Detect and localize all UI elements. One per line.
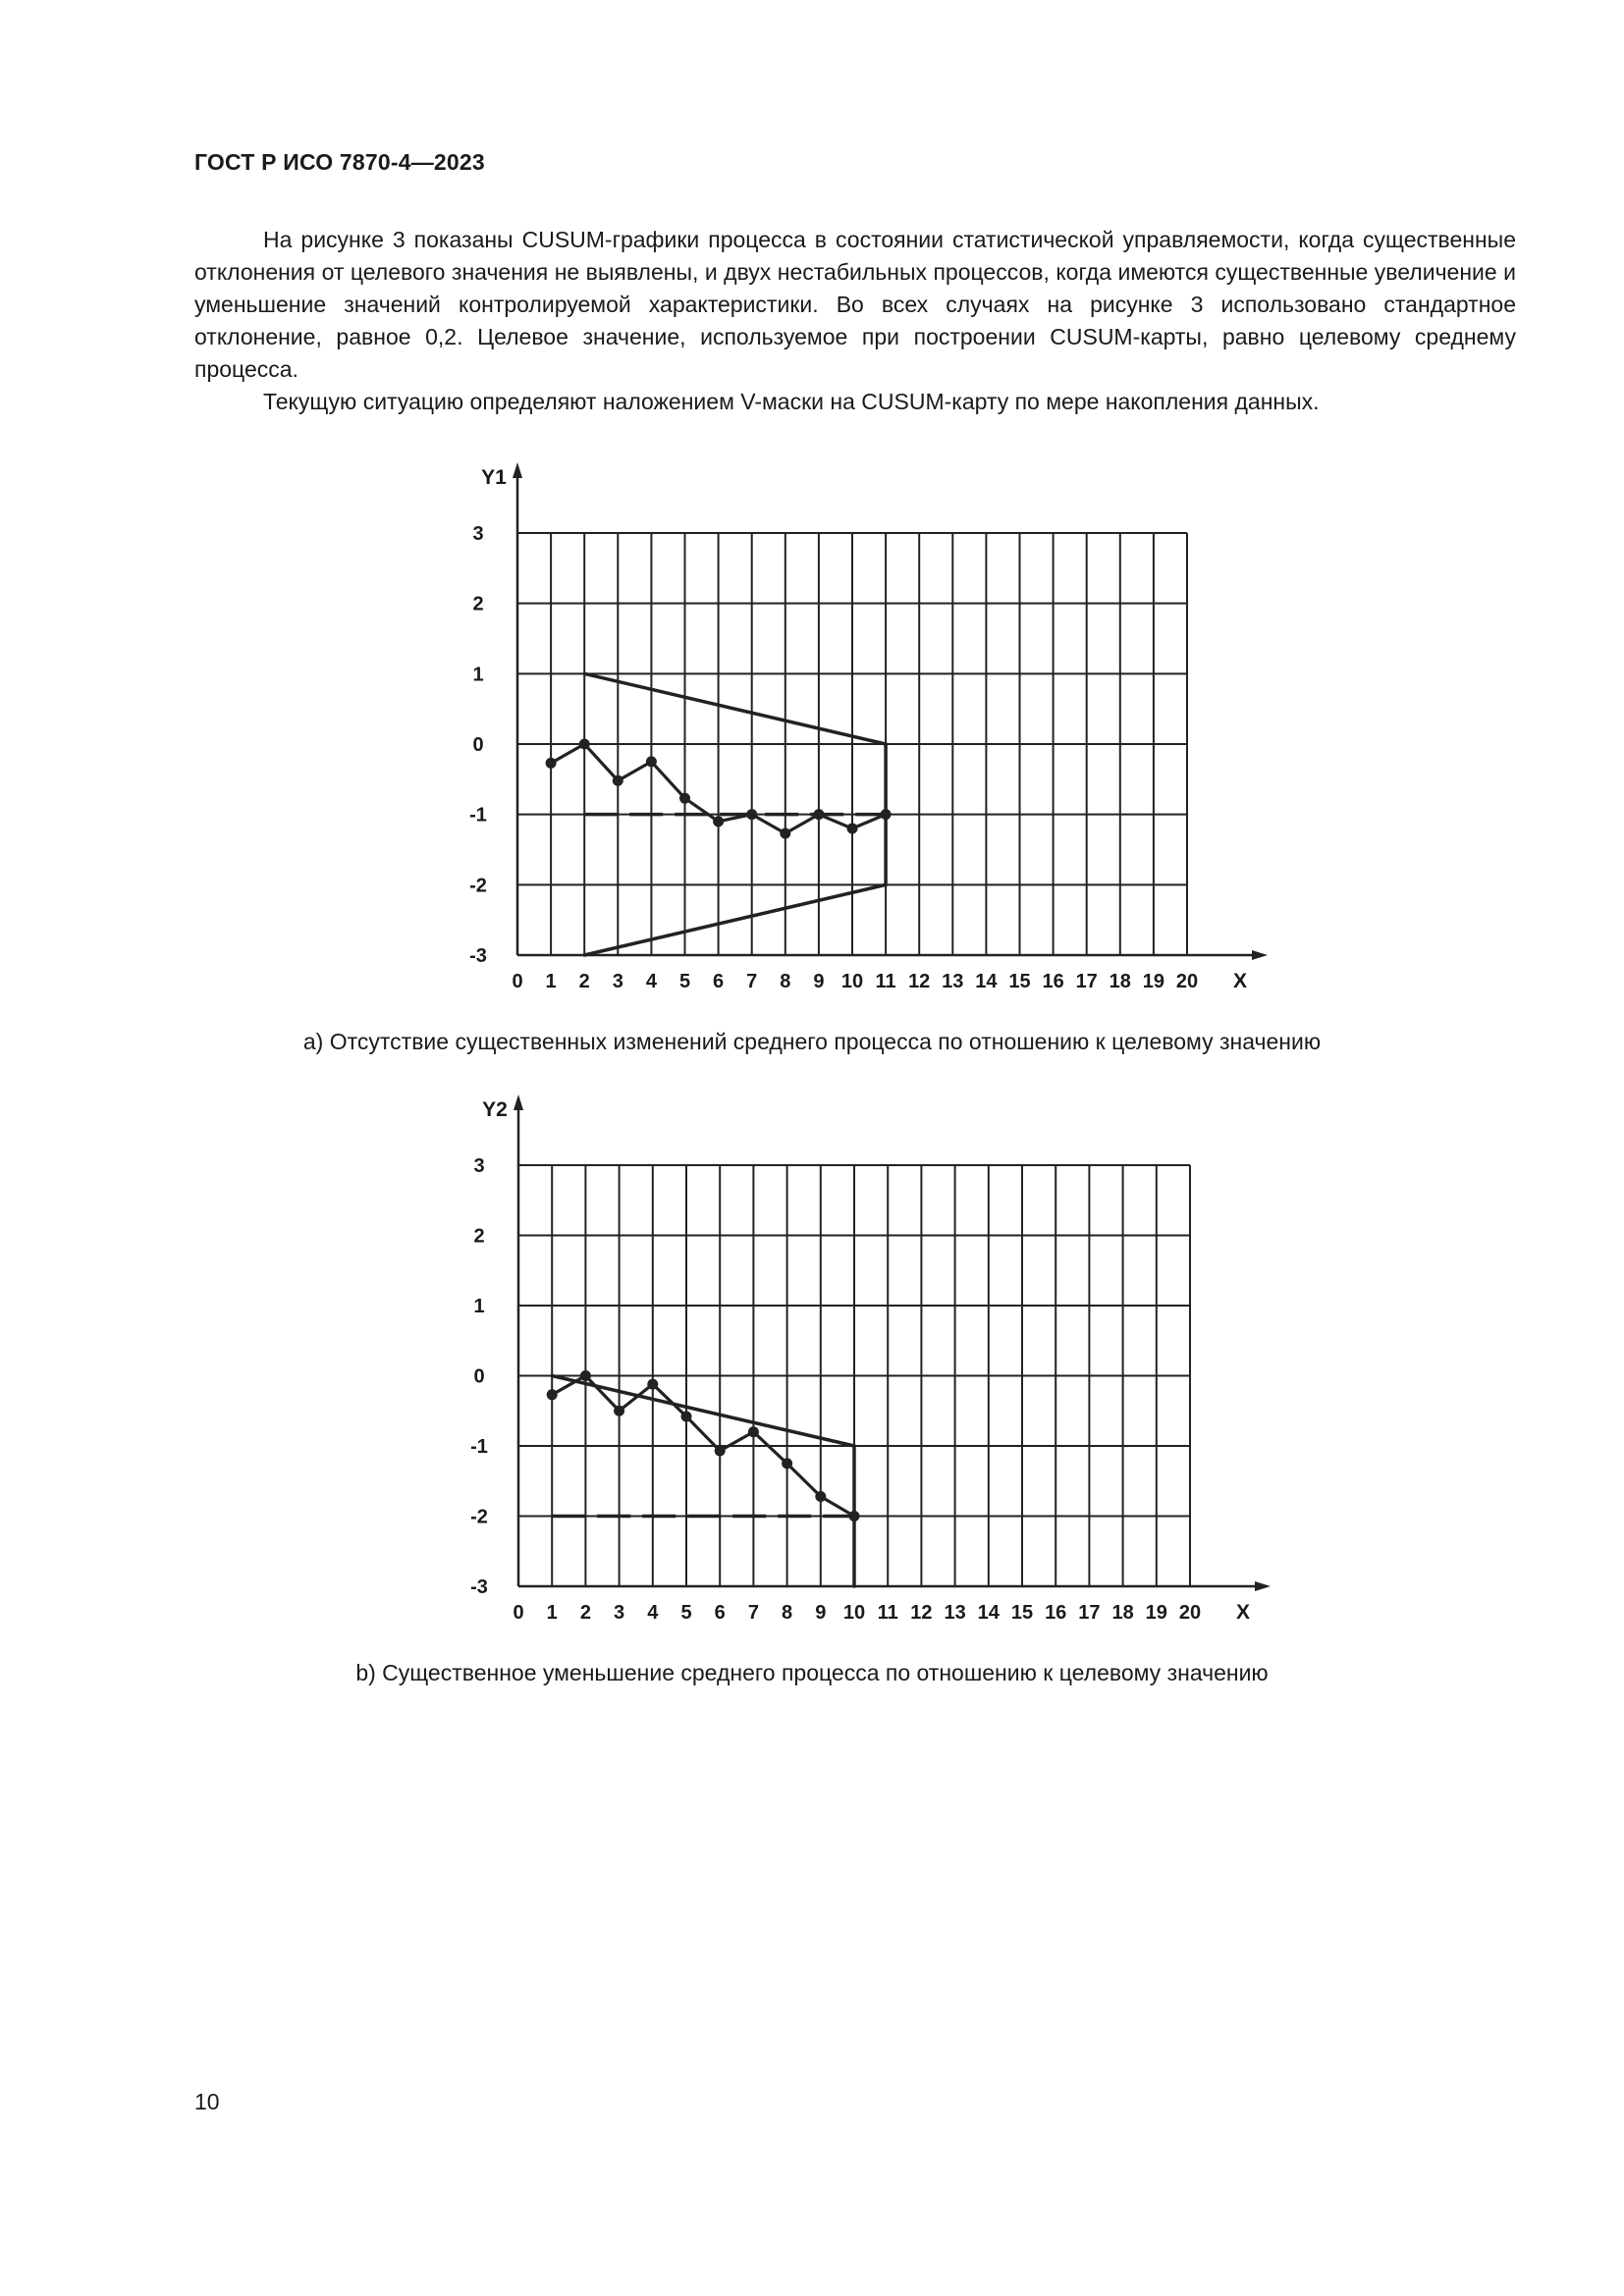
cusum-data-point — [646, 756, 657, 767]
cusum-chart-b — [470, 1095, 1271, 1624]
y-axis-arrow — [514, 1095, 523, 1110]
x-tick-label: 8 — [780, 971, 791, 992]
cusum-data-point — [748, 1426, 759, 1437]
x-tick-label: 5 — [678, 971, 691, 992]
y-axis-arrow — [513, 462, 522, 478]
v-mask-upper-arm — [584, 673, 886, 744]
x-tick-label: 17 — [1075, 971, 1098, 992]
x-tick-label: 6 — [714, 1602, 726, 1624]
y-tick-label: 2 — [472, 593, 484, 615]
x-tick-label: 13 — [942, 971, 964, 992]
x-axis-label: X — [1235, 1601, 1251, 1624]
x-tick-label: 11 — [877, 1602, 898, 1624]
paragraph: На рисунке 3 показаны CUSUM-графики процесса в состоянии статистической управляемости, когда существенные отклонения от целевого значения не выявлены, и двух нестабильных процессов, когда имеются существенные увеличение и уменьшение значений контролируемой характеристики. Во всех случаях на рисунке 3 использовано стандартное отклонение, равное 0,2. Целевое значение, используемое при построении CUSUM-карты, равно целевому среднему процесса. — [194, 227, 1516, 382]
cusum-data-point — [849, 1511, 860, 1522]
y-axis-label: Y2 — [482, 1098, 508, 1121]
cusum-data-point — [715, 1446, 726, 1457]
cusum-data-point — [746, 809, 757, 820]
x-tick-label: 3 — [614, 1602, 625, 1624]
y-axis-label: Y1 — [481, 466, 507, 489]
x-axis-arrow — [1252, 950, 1268, 960]
cusum-data-point — [847, 824, 858, 834]
cusum-data-point — [881, 809, 892, 820]
cusum-data-point — [647, 1379, 658, 1390]
cusum-data-point — [713, 816, 724, 827]
y-tick-label: -3 — [469, 945, 487, 967]
x-tick-label: 15 — [1010, 1602, 1034, 1624]
x-tick-label: 7 — [747, 1602, 759, 1624]
y-tick-label: 3 — [472, 523, 484, 545]
x-tick-label: 1 — [545, 971, 557, 992]
y-tick-label: -2 — [469, 875, 487, 897]
x-tick-label: 1 — [546, 1602, 558, 1624]
cusum-chart-a — [469, 462, 1268, 992]
x-tick-label: 19 — [1145, 1602, 1167, 1624]
figure-caption-a: а) Отсутствие существенных изменений среднего процесса по отношению к целевому значению — [302, 1029, 1322, 1054]
cusum-data-point — [613, 775, 623, 786]
x-tick-label: 18 — [1109, 971, 1131, 992]
x-tick-label: 12 — [910, 1602, 933, 1624]
document-header: ГОСТ Р ИСО 7870-4—2023 — [194, 149, 485, 175]
y-tick-label: -2 — [470, 1506, 488, 1528]
y-tick-label: 1 — [472, 664, 484, 686]
figure-caption-b: b) Существенное уменьшение среднего процесса по отношению к целевому значению — [355, 1660, 1269, 1685]
x-tick-label: 10 — [840, 971, 864, 992]
page-number: 10 — [194, 2089, 220, 2114]
cusum-data-point — [614, 1406, 624, 1416]
x-tick-label: 16 — [1042, 971, 1064, 992]
x-tick-label: 20 — [1175, 971, 1199, 992]
cusum-data-point — [580, 1370, 591, 1381]
cusum-data-point — [579, 739, 590, 750]
x-tick-label: 13 — [944, 1602, 966, 1624]
x-tick-label: 5 — [680, 1602, 692, 1624]
cusum-data-point — [679, 793, 690, 804]
x-tick-label: 9 — [815, 1602, 827, 1624]
v-mask-lower-arm — [584, 884, 886, 955]
x-tick-label: 7 — [746, 971, 758, 992]
y-tick-label: 0 — [472, 734, 484, 756]
x-tick-label: 10 — [842, 1602, 866, 1624]
x-tick-label: 3 — [612, 971, 623, 992]
y-tick-label: 0 — [473, 1365, 485, 1388]
cusum-data-point — [681, 1411, 692, 1421]
x-tick-label: 4 — [645, 971, 657, 992]
cusum-data-point — [546, 758, 557, 769]
y-tick-label: -3 — [470, 1576, 488, 1598]
x-tick-label: 11 — [875, 971, 896, 992]
x-tick-label: 20 — [1178, 1602, 1202, 1624]
cusum-data-point — [547, 1389, 558, 1400]
cusum-data-point — [813, 809, 824, 820]
cusum-data-point — [782, 1458, 792, 1468]
y-tick-label: 2 — [473, 1225, 485, 1248]
x-tick-label: 19 — [1142, 971, 1165, 992]
cusum-data-point — [780, 828, 790, 839]
cusum-data-point — [815, 1491, 826, 1502]
x-tick-label: 6 — [713, 971, 725, 992]
x-tick-label: 14 — [977, 1602, 1000, 1624]
x-tick-label: 8 — [782, 1602, 793, 1624]
x-tick-label: 0 — [513, 1602, 524, 1624]
y-tick-label: 3 — [473, 1155, 485, 1177]
y-tick-label: -1 — [469, 804, 487, 827]
x-tick-label: 14 — [975, 971, 998, 992]
y-tick-label: 1 — [473, 1296, 485, 1317]
x-tick-label: 9 — [813, 971, 825, 992]
x-axis-label: X — [1232, 970, 1248, 992]
x-tick-label: 0 — [512, 971, 523, 992]
x-tick-label: 15 — [1008, 971, 1031, 992]
x-tick-label: 17 — [1078, 1602, 1101, 1624]
x-tick-label: 18 — [1111, 1602, 1134, 1624]
x-tick-label: 12 — [908, 971, 931, 992]
y-tick-label: -1 — [470, 1436, 488, 1458]
x-tick-label: 4 — [647, 1602, 659, 1624]
x-axis-arrow — [1255, 1581, 1271, 1591]
paragraph: Текущую ситуацию определяют наложением V-маски на CUSUM-карту по мере накопления данных. — [263, 389, 1320, 414]
x-tick-label: 2 — [579, 1602, 591, 1624]
x-tick-label: 2 — [578, 971, 590, 992]
x-tick-label: 16 — [1045, 1602, 1067, 1624]
